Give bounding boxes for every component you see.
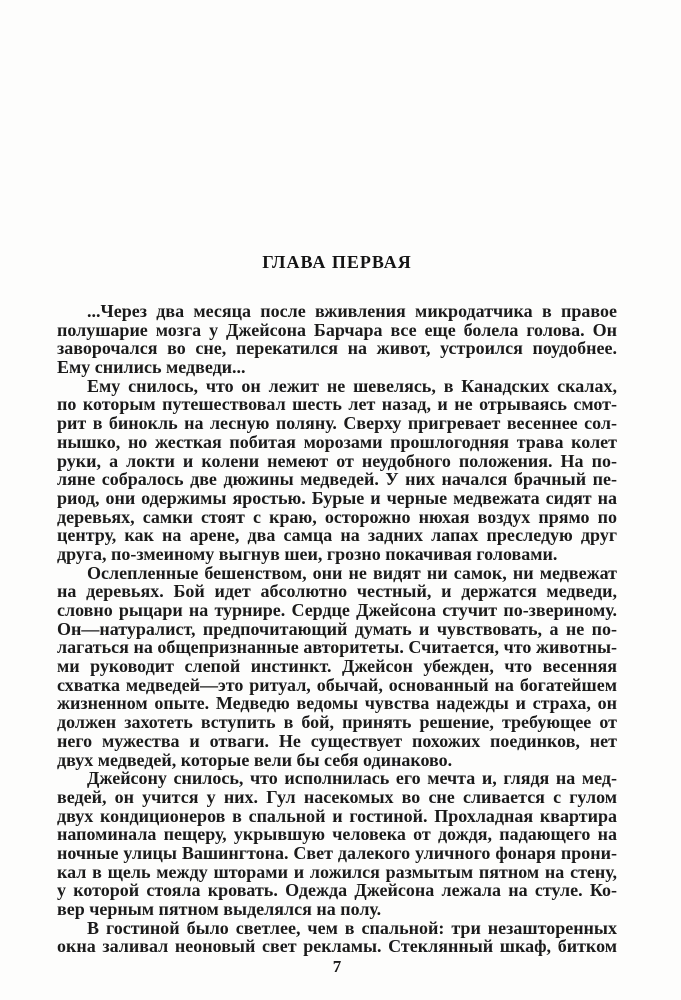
- text-line: по которым путешествовал шесть лет назад, и не отрываясь смот-: [57, 394, 617, 415]
- text-line: схватка медведей—это ритуал, обычай, основанный на богатейшем: [57, 674, 617, 695]
- text-line: словно рыцари на турнире. Сердце Джейсона стучит по-звериному.: [57, 600, 617, 620]
- text-line: В гостиной было светлее, чем в спальной: три незашторенных: [87, 917, 617, 938]
- text-line: вер черным пятном выделялся на полу.: [57, 899, 382, 919]
- text-line: полушарие мозга у Джейсона Барчара все еще болела голова. Он: [57, 319, 617, 340]
- text-line: кал в щель между шторами и ложился размытым пятном на стену,: [57, 861, 617, 882]
- text-line: центру, как на арене, два самца на задних лапах преследую друг: [57, 525, 617, 546]
- text-line: напоминала пещеру, укрывшую человека от дождя, падающего на: [57, 824, 617, 845]
- text-line: руки, а локти и колени немеют от неудобного положения. На по-: [57, 450, 617, 471]
- text-line: него мужества и отваги. Не существует похожих поединков, нет: [57, 730, 617, 751]
- text-line: заворочался во сне, перекатился на живот, устроился поудобнее.: [57, 338, 617, 359]
- text-line: друга, по-змеиному выгнув шеи, грозно покачивая головами.: [57, 543, 558, 564]
- text-line: окна заливал неоновый свет рекламы. Стеклянный шкаф, битком: [57, 936, 617, 957]
- text-line: Ему снились медведи...: [57, 357, 246, 378]
- text-line: Он—натуралист, предпочитающий думать и чувствовать, а не по-: [57, 618, 617, 639]
- text-line: рит в бинокль на лесную поляну. Сверху пригревает весеннее сол-: [57, 413, 617, 434]
- text-line: на деревьях. Бой идет абсолютно честный, и держатся медведи,: [57, 581, 617, 602]
- text-line: нышко, но жесткая побитая морозами прошлогодняя трава колет: [57, 431, 617, 452]
- text-line: двух медведей, которые вели бы себя одинаково.: [57, 749, 453, 770]
- text-line: Джейсону снилось, что исполнилась его мечта и, глядя на мед-: [87, 768, 617, 789]
- text-line: ночные улицы Вашингтона. Свет далекого уличного фонаря прони-: [57, 842, 617, 863]
- text-line: Ослепленные бешенством, они не видят ни самок, ни медвежат: [87, 562, 617, 583]
- text-line: ляне собралось две дюжины медведей. У них начался брачный пе-: [57, 469, 617, 490]
- text-line: у которой стояла кровать. Одежда Джейсона лежала на стуле. Ко-: [57, 880, 617, 901]
- chapter-heading: ГЛАВА ПЕРВАЯ: [262, 252, 412, 272]
- text-line: должен захотеть вступить в бой, принять решение, требующее от: [57, 712, 617, 733]
- text-line: деревьях, самки стоят с краю, осторожно нюхая воздух прямо по: [57, 506, 617, 527]
- text-line: лагаться на общепризнанные авторитеты. Считается, что животны-: [57, 637, 617, 658]
- text-line: двух кондиционеров в спальной и гостиной. Прохладная квартира: [57, 805, 617, 826]
- text-block: [57, 302, 617, 956]
- text-line: ...Через два месяца после вживления микродатчика в правое: [87, 301, 617, 321]
- text-line: жизненном опыте. Медведю ведомы чувства надежды и страха, он: [57, 693, 617, 714]
- text-line: ми руководит слепой инстинкт. Джейсон убежден, что весенняя: [57, 656, 617, 677]
- text-line: ведей, он учится у них. Гул насекомых во сне сливается с гулом: [57, 786, 617, 807]
- page-number: 7: [332, 957, 342, 976]
- text-line: риод, они одержимы яростью. Бурые и черные медвежата сидят на: [57, 487, 617, 508]
- text-line: Ему снилось, что он лежит не шевелясь, в Канадских скалах,: [87, 375, 617, 396]
